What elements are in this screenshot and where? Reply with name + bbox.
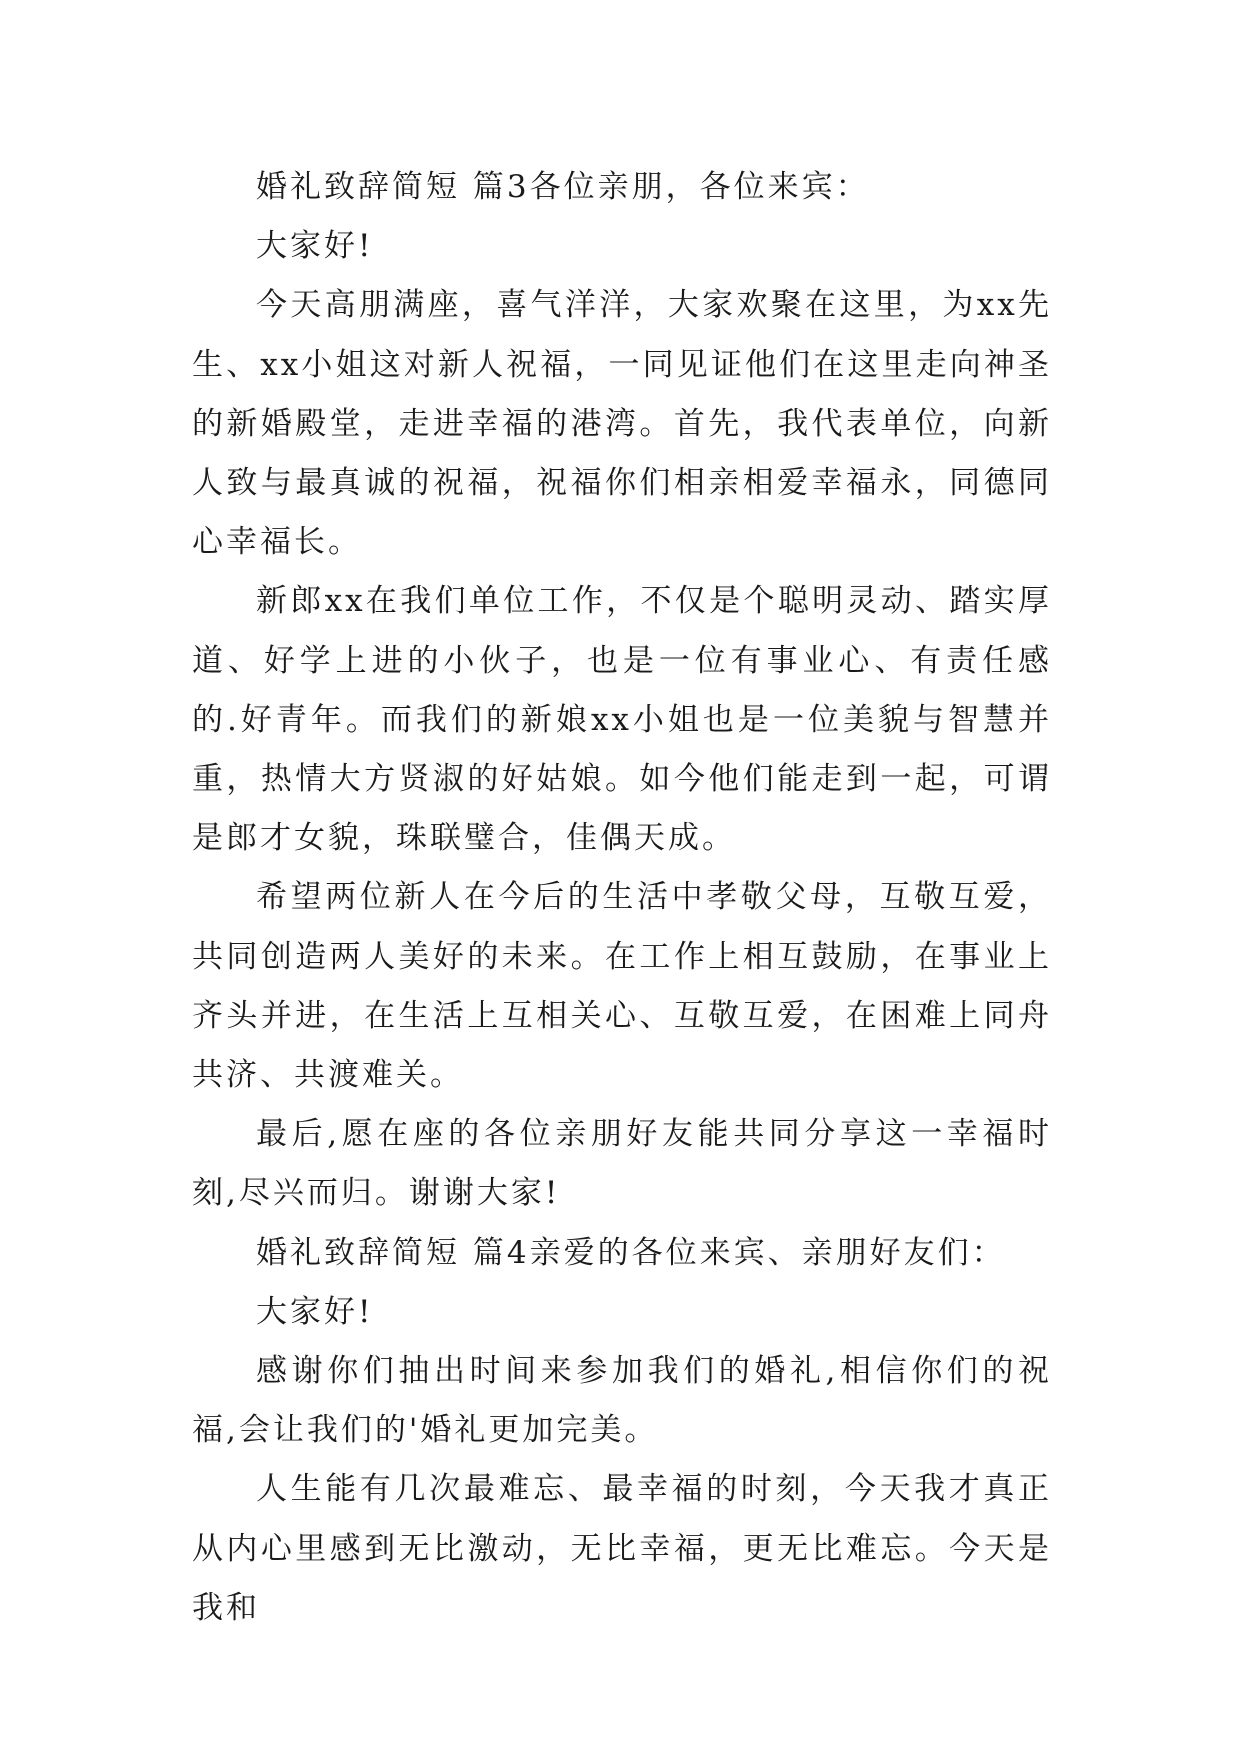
greeting-paragraph: 大家好! bbox=[256, 228, 374, 265]
section-heading-3: 婚礼致辞简短 篇3各位亲朋，各位来宾： bbox=[256, 169, 870, 205]
body-paragraph: 最后,愿在座的各位亲朋好友能共同分享这一幸福时刻,尽兴而归。谢谢大家! bbox=[192, 1116, 1052, 1212]
body-paragraph: 新郎xx在我们单位工作，不仅是个聪明灵动、踏实厚道、好学上进的小伙子，也是一位有事业心、有责任感的.好青年。而我们的新娘xx小姐也是一位美貌与智慧并重，热情大方贤淑的好姑娘。如今他们能走到一起，可谓是郎才女貌，珠联璧合，佳偶天成。 bbox=[192, 583, 1052, 857]
section-heading-4: 婚礼致辞简短 篇4亲爱的各位来宾、亲朋好友们： bbox=[256, 1234, 1006, 1271]
document-body bbox=[192, 158, 1052, 1638]
greeting-paragraph: 大家好! bbox=[256, 1293, 374, 1330]
body-paragraph: 希望两位新人在今后的生活中孝敬父母，互敬互爱，共同创造两人美好的未来。在工作上相互鼓励，在事业上齐头并进，在生活上互相关心、互敬互爱，在困难上同舟共济、共渡难关。 bbox=[192, 879, 1052, 1094]
body-paragraph: 感谢你们抽出时间来参加我们的婚礼,相信你们的祝福,会让我们的'婚礼更加完美。 bbox=[192, 1353, 1052, 1449]
body-paragraph: 人生能有几次最难忘、最幸福的时刻，今天我才真正从内心里感到无比激动，无比幸福，更无比难忘。今天是我和 bbox=[192, 1471, 1052, 1626]
body-paragraph: 今天高朋满座，喜气洋洋，大家欢聚在这里，为xx先生、xx小姐这对新人祝福，一同见证他们在这里走向神圣的新婚殿堂，走进幸福的港湾。首先，我代表单位，向新人致与最真诚的祝福，祝福你们相亲相爱幸福永，同德同心幸福长。 bbox=[192, 287, 1052, 561]
